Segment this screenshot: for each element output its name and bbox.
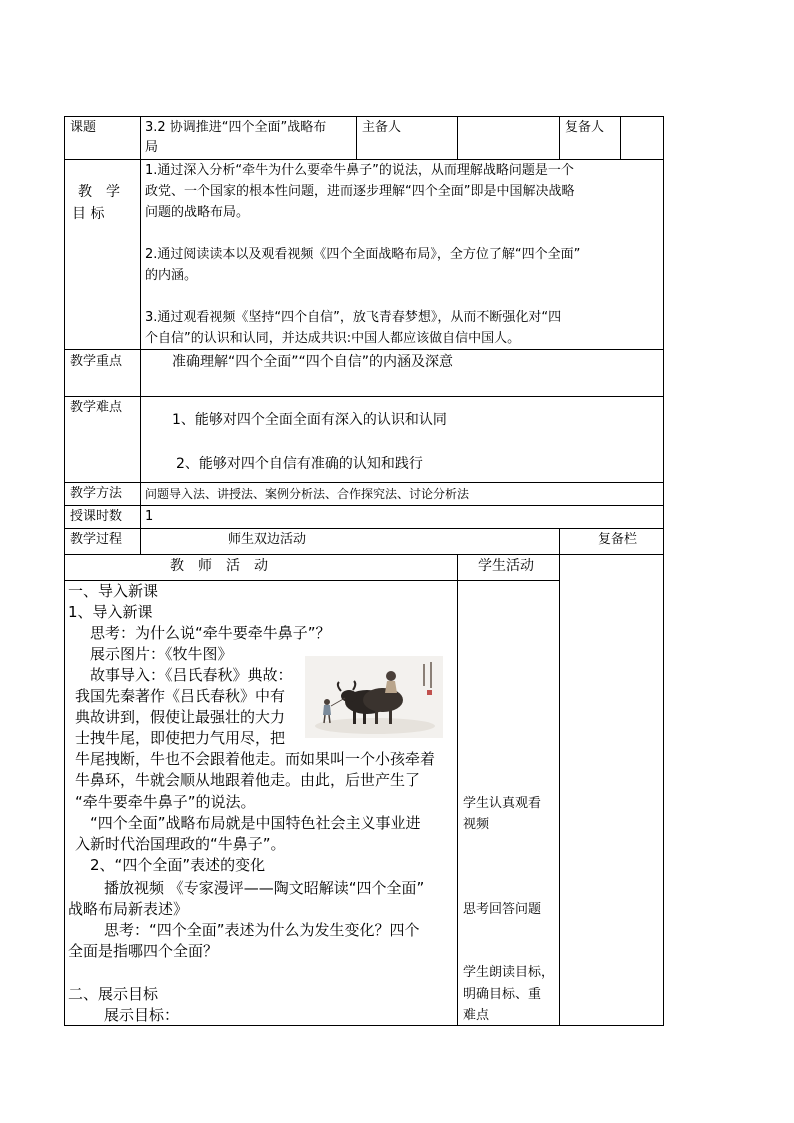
- hours-value: 1: [145, 509, 154, 524]
- goals-label-line2: 目 标: [72, 206, 105, 222]
- section-1-heading: 一、导入新课: [68, 582, 159, 600]
- teacher-activity-header: 教 师 活 动: [170, 558, 268, 574]
- teacher-line: “四个全面”战略布局就是中国特色社会主义事业进: [90, 814, 421, 832]
- teacher-line: 展示目标：: [104, 1006, 180, 1024]
- key-points-text: 准确理解“四个全面”“四个自信”的内涵及深意: [172, 354, 454, 370]
- goal-2-line2: 的内涵。: [145, 268, 198, 283]
- topic-title-line2: 局: [145, 140, 159, 155]
- methods-text: 问题导入法、讲授法、案例分析法、合作探究法、讨论分析法: [145, 487, 470, 501]
- topic-title-line1: 3.2 协调推进“四个全面”战略布: [145, 120, 327, 135]
- goal-3-line1: 3.通过观看视频《坚持“四个自信”，放飞青春梦想》，从而不断强化对“四: [145, 310, 562, 325]
- subsection-1-heading: 1、导入新课: [68, 603, 153, 621]
- difficulty-1: 1、能够对四个全面全面有深入的认识和认同: [172, 412, 447, 428]
- teacher-line: 典故讲到，假使让最强壮的大力: [75, 708, 286, 726]
- difficulties-label: 教学难点: [70, 400, 123, 415]
- teacher-line: 故事导入：《吕氏春秋》典故：: [90, 666, 293, 684]
- student-activity-3-line1: 学生朗读目标，: [463, 965, 555, 980]
- section-2-heading: 二、展示目标: [68, 985, 159, 1003]
- goal-3-line2: 个自信”的认识和认同，并达成共识:中国人都应该做自信中国人。: [145, 331, 521, 346]
- goal-1-line3: 问题的战略布局。: [145, 205, 250, 220]
- teacher-line: 入新时代治国理政的“牛鼻子”。: [75, 835, 286, 853]
- teacher-line: 牛尾拽断，牛也不会跟着他走。而如果叫一个小孩牵着: [75, 750, 436, 768]
- student-activity-2: 思考回答问题: [463, 902, 542, 917]
- hours-label: 授课时数: [70, 509, 123, 524]
- process-label: 教学过程: [70, 532, 123, 547]
- methods-label: 教学方法: [70, 486, 123, 501]
- goal-1-line2: 政党、一个国家的根本性问题，进而逐步理解“四个全面”即是中国解决战略: [145, 184, 575, 199]
- teacher-line: 全面是指哪四个全面？: [68, 942, 219, 960]
- student-activity-1-line1: 学生认真观看: [463, 796, 542, 811]
- goals-label-line1: 教 学: [78, 184, 120, 200]
- teacher-line: “牵牛要牵牛鼻子”的说法。: [75, 793, 256, 811]
- student-activity-1-line2: 视频: [463, 817, 490, 832]
- teacher-line: 战略布局新表述》: [68, 900, 189, 918]
- herding-ox-painting: [305, 656, 443, 738]
- goal-2-line1: 2.通过阅读读本以及观看视频《四个全面战略布局》，全方位了解“四个全面”: [145, 247, 581, 262]
- student-activity-header: 学生活动: [478, 558, 534, 574]
- teacher-line: 思考：为什么说“牵牛要牵牛鼻子”？: [90, 624, 331, 642]
- review-column-label: 复备栏: [598, 532, 638, 547]
- re-preparer-label: 复备人: [565, 120, 605, 135]
- main-preparer-label: 主备人: [362, 120, 402, 135]
- teacher-line: 思考：“四个全面”表述为什么为发生变化？四个: [104, 921, 420, 939]
- student-activity-3-line2: 明确目标、重: [463, 987, 542, 1002]
- subsection-2-heading: 2、“四个全面”表述的变化: [90, 856, 266, 874]
- goal-1-line1: 1.通过深入分析“牵牛为什么要牵牛鼻子”的说法，从而理解战略问题是一个: [145, 163, 574, 178]
- teacher-line: 牛鼻环，牛就会顺从地跟着他走。由此，后世产生了: [75, 771, 421, 789]
- student-activity-3-line3: 难点: [463, 1008, 490, 1023]
- key-points-label: 教学重点: [70, 354, 123, 369]
- topic-label: 课题: [70, 120, 97, 135]
- difficulty-2: 2、能够对四个自信有准确的认知和践行: [176, 456, 423, 472]
- teacher-line: 展示图片：《牧牛图》: [90, 645, 233, 663]
- teacher-line: 士拽牛尾，即使把力气用尽，把: [75, 729, 286, 747]
- interaction-label: 师生双边活动: [228, 532, 307, 547]
- teacher-line: 播放视频 《专家漫评——陶文昭解读“四个全面”: [104, 879, 425, 897]
- teacher-line: 我国先秦著作《吕氏春秋》中有: [75, 687, 286, 705]
